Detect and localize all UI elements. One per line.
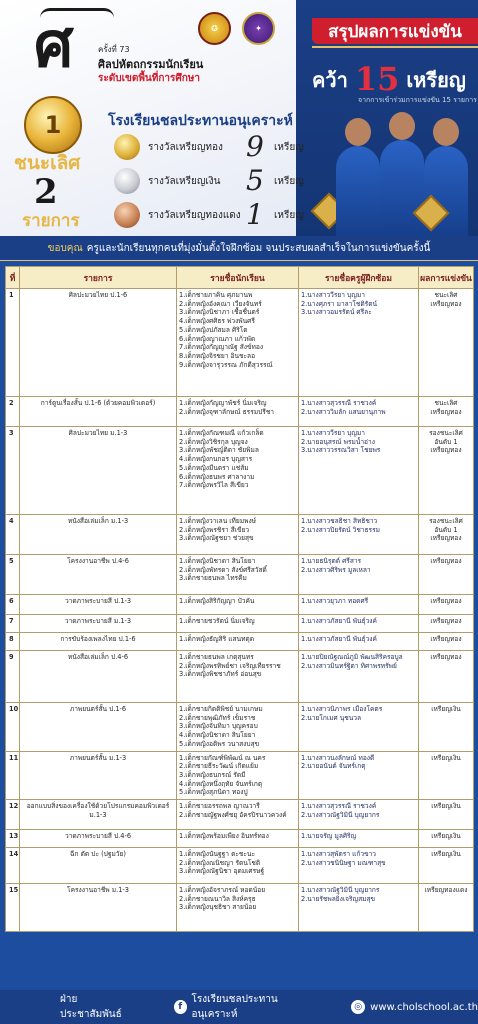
teacher-list (299, 515, 419, 555)
student-list (177, 800, 299, 830)
student-list-line: 9.เด็กหญิงจารุวรรณ ภักดีสุวรรณ์ (179, 360, 273, 369)
result-line: เหรียญเงิน (431, 832, 461, 841)
result-line: เหรียญทอง (430, 446, 462, 455)
student-list-line: 1.เด็กชายอรรถพล ญาณวารี (179, 802, 260, 811)
table-header-row (6, 267, 474, 289)
result-line: เหรียญเงิน (431, 850, 461, 859)
row-number: 15 (6, 884, 20, 932)
student-list-line: 2.เด็กหญิงจุฑาลักษณ์ ธรรมปรีชา (179, 407, 274, 416)
school-name: โรงเรียนชลประทานอนุเคราะห์ (108, 113, 293, 129)
teacher-list-line: 2.นางสาววิมลัก แสนยานุภาพ (301, 407, 386, 416)
silver-medal-icon (114, 168, 140, 194)
student-list-line: 4.เด็กหญิงกนกอร บุญสาร (179, 455, 253, 464)
footer-dept: ฝ่ายประชาสัมพันธ์ (60, 994, 122, 1020)
teacher-list (299, 848, 419, 884)
teacher-list (299, 397, 419, 427)
row-number: 3 (6, 427, 20, 515)
edition-number: ครั้งที่ 73 (98, 45, 130, 54)
summary-banner: สรุปผลการแข่งขัน (312, 18, 478, 44)
result-line: เหรียญทอง (430, 557, 462, 565)
student-list (177, 633, 299, 651)
student-list-line: 5.เด็กหญิงมีนตรา แช่ส้ม (179, 463, 249, 472)
student-list-line: 2.เด็กหญิงวิชิรกุล บุญจง (179, 437, 248, 446)
table-row (6, 397, 474, 427)
competition-item: วาดภาพระบายสี ป.4-6 (20, 830, 177, 848)
teacher-list (299, 633, 419, 651)
header-poster (0, 0, 478, 236)
teacher-list-line: 3.นางสาวอมรรัตน์ ศรีละ (301, 308, 372, 317)
result-line: รองชนะเลิศ (429, 517, 463, 525)
row-number: 14 (6, 848, 20, 884)
teacher-list-line: 1.นางสาวภัสยานี พันธุ์วงค์ (301, 617, 377, 625)
row-number: 12 (6, 800, 20, 830)
result-line: เหรียญเงิน (431, 753, 461, 762)
result (419, 830, 474, 848)
teacher-list (299, 884, 419, 932)
student-list-line: 1.เด็กหญิงสิริกัญญา บัวคัน (179, 597, 255, 605)
teacher-list-line: 1.นางสาวยุวภา ทอดศรี (301, 597, 369, 605)
result-line: เหรียญทอง (430, 299, 462, 308)
student-list-line: 1.เด็กหญิงพร้อมเพียง อินทร์ทอง (179, 832, 269, 841)
row-number: 2 (6, 397, 20, 427)
teacher-list (299, 703, 419, 752)
thanks-message: ครูและนักเรียนทุกคนที่มุ่งมั่นตั้งใจฝึกซ้อม จนประสบผลสำเร็จในการแข่งขันครั้งนี้ (86, 242, 431, 254)
student-list-line: 1.เด็กหญิงนิชาดา สินโยยา (179, 557, 256, 565)
teacher-list-line: 2.นายรัชพลยิ่งเจริญสมสุข (301, 894, 376, 903)
teacher-list-line: 2.นายโกเมศ นุชนวล (301, 713, 362, 722)
col-header-no: ที่ (6, 267, 20, 289)
student-list-line: 7.เด็กหญิงกัญญาณัฐ สังข์ทอง (179, 343, 264, 352)
student-list-line: 1.เด็กชายกิตติพิชย์ นามเกษม (179, 705, 263, 713)
medal-label: รางวัลเหรียญทอง (148, 142, 223, 153)
table-row (6, 289, 474, 397)
student-list-line: 3.เด็กหญิงนุชธิชา สายน้อย (179, 903, 257, 912)
row-number: 9 (6, 651, 20, 703)
person-head (389, 112, 415, 140)
medal-rank: 1 (44, 111, 62, 139)
footer-website[interactable] (351, 1000, 478, 1014)
student-list (177, 289, 299, 397)
overall-winner-unit: รายการ (22, 211, 80, 231)
student-list-line: 5.เด็กหญิงปภัสมล ศิริโต (179, 325, 248, 334)
result (419, 615, 474, 633)
teacher-list-line: 1.นางสาวภัสยานี พันธุ์วงค์ (301, 635, 377, 643)
row-number: 5 (6, 555, 20, 595)
student-list-line: 4.เด็กหญิงศศิธร พ่วงพันศรี (179, 317, 255, 326)
student-list-line: 1.เด็กชายธนพล เกตุสุนทร (179, 653, 254, 661)
result-line: อันดับ 1 (434, 525, 458, 534)
teacher-list-line: 1.นางสาวสุพัตรา แก้วขาว (301, 850, 377, 859)
teacher-list-line: 2.นายอนุสรณ์ พรมน้ำอ่าง (301, 437, 375, 446)
event-level: ระดับเขตพื้นที่การศึกษา (98, 73, 201, 84)
row-number: 8 (6, 633, 20, 651)
teacher-list (299, 751, 419, 800)
col-header-result: ผลการแข่งขัน (419, 267, 474, 289)
teacher-list (299, 427, 419, 515)
table-row (6, 884, 474, 932)
competition-item: วาดภาพระบายสี ม.1-3 (20, 615, 177, 633)
teacher-list-line: 2.นางสาวปิยรัตน์ วิชาธรรม (301, 525, 380, 534)
student-list-line: 8.เด็กหญิงจิรชยา อินชะลอ (179, 351, 256, 360)
row-number: 11 (6, 751, 20, 800)
banner-underline (312, 46, 478, 48)
student-list-line: 2.เด็กชายธีระวัฒน์ เกิดแย้ม (179, 762, 259, 771)
col-header-teachers: รายชื่อครูผู้ฝึกซ้อม (299, 267, 419, 289)
results-table (5, 266, 474, 932)
footer-facebook[interactable] (174, 992, 311, 1022)
claim-number: 15 (354, 60, 400, 98)
row-number: 4 (6, 515, 20, 555)
teacher-list-line: 1.นายธนิรุตต์ ศรีสาร (301, 557, 362, 565)
event-big-glyph: ศ (34, 8, 74, 81)
student-list-line: 2.เด็กหญิงอังคณา เวียงจันทร์ (179, 299, 262, 308)
student-list-line: 2.เด็กชายณนาวิล สิงห์ครุธ (179, 894, 256, 903)
medal-count: 1 (246, 198, 264, 231)
teacher-list (299, 830, 419, 848)
teacher-list (299, 555, 419, 595)
teacher-list-line: 1.นางสาวนงลักษณ์ ทองดี (301, 753, 375, 762)
competition-item: ศิลปะมวยไทย ป.1-6 (20, 289, 177, 397)
result (419, 633, 474, 651)
medal-unit: เหรียญ (274, 142, 304, 153)
teacher-list-line: 2.นางศุภรา มาลาโชติรัตน์ (301, 299, 378, 308)
teacher-list-line: 1.นางสาวชลธิชา สิทธิชาว (301, 517, 378, 525)
table-row (6, 848, 474, 884)
competition-item: ฉีก ตัด ปะ (ปฐมวัย) (20, 848, 177, 884)
student-list-line: 3.เด็กหญิงณัฐนิชา อุดมเศรษฐ์ (179, 867, 265, 876)
person-photo (380, 140, 424, 236)
competition-item: หนังสือเล่มเล็ก ม.1-3 (20, 515, 177, 555)
competition-item: ออกแบบสิ่งของเครื่องใช้ด้วยโปรแกรมคอมพิวเตอร์ ม.1-3 (20, 800, 177, 830)
student-list-line: 3.เด็กหญิงพิชชาภัทร์ อ่อนสุข (179, 670, 262, 679)
person-photo (336, 146, 380, 236)
table-row (6, 427, 474, 515)
result-line: เหรียญเงิน (431, 705, 461, 713)
table-row (6, 800, 474, 830)
medal-unit: เหรียญ (274, 210, 304, 221)
student-list-line: 5.เด็กหญิงอติพร วนาสงบสุข (179, 739, 260, 748)
student-list-line: 2.เด็กหญิงณนิชญา รัตนโชติ (179, 858, 261, 867)
student-list (177, 751, 299, 800)
claim-note: จากการเข้าร่วมการแข่งขัน 15 รายการ (358, 96, 477, 104)
result (419, 289, 474, 397)
row-number: 7 (6, 615, 20, 633)
row-number: 1 (6, 289, 20, 397)
student-list-line: 5.เด็กหญิงสุภนิดา ทองปู (179, 788, 248, 797)
result (419, 515, 474, 555)
student-list-line: 1.เด็กหญิงกัญญาพัชร์ นิ่มเจริญ (179, 399, 267, 407)
student-list-line: 1.เด็กหญิงธัญสิริ แสนทตุด (179, 635, 255, 643)
student-list-line: 3.เด็กชายธนพล ไทรคีม (179, 574, 247, 583)
teacher-list-line: 2.นางสาวชนินิษฐา มณฑาสุข (301, 858, 386, 867)
teacher-list (299, 615, 419, 633)
result-line: เหรียญเงิน (431, 802, 461, 811)
competition-item: ภาพยนตร์สั้น ป.1-6 (20, 703, 177, 752)
result (419, 884, 474, 932)
teacher-list-line: 1.นางสาววีรยา บุญมา (301, 429, 365, 437)
student-list-line: 3.เด็กหญิงณัฐชยา ช่วยสุข (179, 534, 254, 543)
first-place-medal-icon (24, 96, 82, 154)
student-list-line: 1.เด็กหญิงนันฐฐา ตะชะนะ (179, 850, 255, 859)
table-row (6, 615, 474, 633)
medal-label: รางวัลเหรียญทองแดง (148, 210, 241, 221)
facebook-icon: f (174, 1000, 187, 1014)
result-line: เหรียญทอง (430, 407, 462, 416)
result (419, 397, 474, 427)
student-list-line: 3.เด็กหญิงจันทิมา บุญครอบ (179, 722, 258, 731)
result (419, 703, 474, 752)
facebook-page-name: โรงเรียนชลประทานอนุเคราะห์ (191, 994, 278, 1020)
col-header-item: รายการ (20, 267, 177, 289)
student-list (177, 848, 299, 884)
student-list (177, 397, 299, 427)
medal-claim (312, 60, 466, 98)
student-list-line: 1.เด็กชายชวรัตน์ นิ่มเจริญ (179, 617, 255, 625)
result (419, 800, 474, 830)
teacher-list-line: 1.นางสาวนิภาพร เมืองโคตร (301, 705, 383, 713)
table-body (6, 289, 474, 932)
medal-unit: เหรียญ (274, 176, 304, 187)
teacher-list-line: 2.นายอนันต์ จันทร์เกตุ (301, 762, 366, 771)
result-line: เหรียญทอง (430, 534, 462, 543)
result (419, 555, 474, 595)
row-number: 6 (6, 595, 20, 615)
student-list (177, 515, 299, 555)
student-list-line: 2.เด็กหญิงพัทรดา สังข์ศรีสวัสดิ์ (179, 565, 267, 574)
teacher-list (299, 651, 419, 703)
student-list-line: 3.เด็กหญิงพัชญ์ติดา ชัยพิมล (179, 446, 259, 455)
result (419, 595, 474, 615)
overall-winner-label: ชนะเลิศ (14, 152, 81, 174)
student-list (177, 615, 299, 633)
table-row (6, 751, 474, 800)
row-number: 10 (6, 703, 20, 752)
gold-medal-icon (114, 134, 140, 160)
result (419, 651, 474, 703)
student-list-line: 4.เด็กหญิงนิชาดา สินโยยา (179, 731, 256, 740)
student-list (177, 703, 299, 752)
competition-item: โครงงานอาชีพ ม.1-3 (20, 884, 177, 932)
col-header-students: รายชื่อนักเรียน (177, 267, 299, 289)
result (419, 751, 474, 800)
student-list (177, 595, 299, 615)
student-list-line: 6.เด็กหญิงญาณภา แก้วพัด (179, 334, 256, 343)
result-line: เหรียญทองแดง (424, 886, 468, 895)
teacher-list-line: 1.นายปิยณัฐณณ์ภูมิ พัฒนสิริครอบูล (301, 653, 403, 661)
student-list (177, 884, 299, 932)
result-line: เหรียญทอง (430, 653, 462, 661)
competition-item: โครงงานอาชีพ ป.4-6 (20, 555, 177, 595)
medal-label: รางวัลเหรียญเงิน (148, 176, 221, 187)
teacher-list (299, 289, 419, 397)
student-list (177, 651, 299, 703)
student-list-line: 1.เด็กหญิงอัจราภรณ์ หอดน้อย (179, 886, 266, 895)
student-list-line: 2.เด็กชายญัฐพงศ์ชยุ อัครปิรนาวควงค์ (179, 810, 287, 819)
table-row (6, 515, 474, 555)
result-line: เหรียญทอง (430, 597, 462, 605)
student-list-line: 4.เด็กหญิงหนึ่งฤทัย จันทร์เกตุ (179, 779, 263, 788)
ayas-logo-icon: ✦ (242, 12, 275, 45)
office-logo-icon: ✪ (198, 12, 231, 45)
globe-icon: ◎ (351, 1000, 365, 1014)
teacher-list (299, 800, 419, 830)
teacher-list-line: 1.นางสาวสุวรรณี ราชวงค์ (301, 399, 377, 407)
overall-winner-count: 2 (34, 172, 58, 212)
competition-item: ภาพยนตร์สั้น ม.1-3 (20, 751, 177, 800)
student-list (177, 830, 299, 848)
claim-prefix: คว้า (312, 68, 348, 92)
result-line: อันดับ 1 (434, 437, 458, 446)
teacher-list-line: 1.นายจรัญ มูลศิริญ (301, 832, 357, 841)
teacher-list-line: 1.นางสาวณัฐวิมินี บุญยากร (301, 886, 380, 895)
student-list (177, 427, 299, 515)
thanks-bar (0, 236, 478, 261)
footer-bar (0, 990, 478, 1024)
result (419, 848, 474, 884)
table-row (6, 633, 474, 651)
table-row (6, 555, 474, 595)
student-list-line: 1.เด็กหญิงวาเลน เทียมพงษ์ (179, 517, 257, 525)
teacher-list-line: 2.นางสาวณัฐวิมินี บุญยากร (301, 810, 380, 819)
claim-suffix: เหรียญ (406, 68, 466, 92)
bronze-medal-icon (114, 202, 140, 228)
teacher-list-line: 3.นางสาววรรณวิสา โชยพร (301, 446, 381, 455)
table-row (6, 595, 474, 615)
result (419, 427, 474, 515)
result-line: ชนะเลิศ (434, 399, 458, 407)
student-list-line: 7.เด็กหญิงพรวิไล สีเขียว (179, 481, 249, 490)
student-list-line: 3.เด็กหญิงนิชาภา เชื้อชื่นตร์ (179, 308, 260, 317)
teacher-list-line: 1.นางสาววีรยา บุญมา (301, 291, 365, 299)
event-name: ศิลปหัตถกรรมนักเรียน (98, 58, 204, 71)
medal-count: 5 (246, 164, 264, 197)
competition-item: การ์ตูนเรื่องสั้น ป.1-6 (ด้วยคอมพิวเตอร์) (20, 397, 177, 427)
competition-item: วาดภาพระบายสี ป.1-3 (20, 595, 177, 615)
student-list-line: 1.เด็กชายภาคิน ศุภมานพ (179, 291, 253, 299)
competition-item: หนังสือเล่มเล็ก ป.4-6 (20, 651, 177, 703)
table-row (6, 830, 474, 848)
person-head (433, 118, 459, 146)
medal-count: 9 (246, 130, 264, 163)
website-url: www.cholschool.ac.th (370, 1001, 478, 1013)
result-line: เหรียญทอง (430, 617, 462, 625)
table-row (6, 703, 474, 752)
teacher-list-line: 1.นางสาวสุวรรณี ราชวงค์ (301, 802, 377, 811)
result-line: ชนะเลิศ (434, 291, 458, 299)
result-line: รองชนะเลิศ (429, 429, 463, 437)
student-list-line: 1.เด็กชายกัณฑ์พิพัฒน์ ณ นคร (179, 753, 266, 762)
teacher-list-line: 2.นางสาวมินทร์ฐิตา ทิศาพรทรัพย์ (301, 661, 397, 670)
student-list-line: 2.เด็กหญิงพรชิรา สีเขียว (179, 525, 250, 534)
student-list (177, 555, 299, 595)
row-number: 13 (6, 830, 20, 848)
teacher-list (299, 595, 419, 615)
teacher-list-line: 2.นางสาวศิริพร มูลเหลา (301, 565, 371, 574)
person-head (345, 118, 371, 146)
student-list-line: 2.เด็กชายพุฒิภัทร์ เข็มราช (179, 713, 256, 722)
student-list-line: 6.เด็กหญิงธนพร ศาลางาม (179, 472, 255, 481)
table-row (6, 651, 474, 703)
student-list-line: 1.เด็กหญิงกัณฑมณี แก้วเกล็ด (179, 429, 264, 437)
thanks-word: ขอบคุณ (47, 242, 83, 254)
student-list-line: 3.เด็กหญิงธนกรณ์ รัดมี (179, 770, 246, 779)
student-list-line: 2.เด็กหญิงพรทิพย์ชา เจริญเทียรราช (179, 661, 281, 670)
competition-item: การขับร้องเพลงไทย ป.1-6 (20, 633, 177, 651)
result-line: เหรียญทอง (430, 635, 462, 643)
competition-item: ศิลปะมวยไทย ม.1-3 (20, 427, 177, 515)
